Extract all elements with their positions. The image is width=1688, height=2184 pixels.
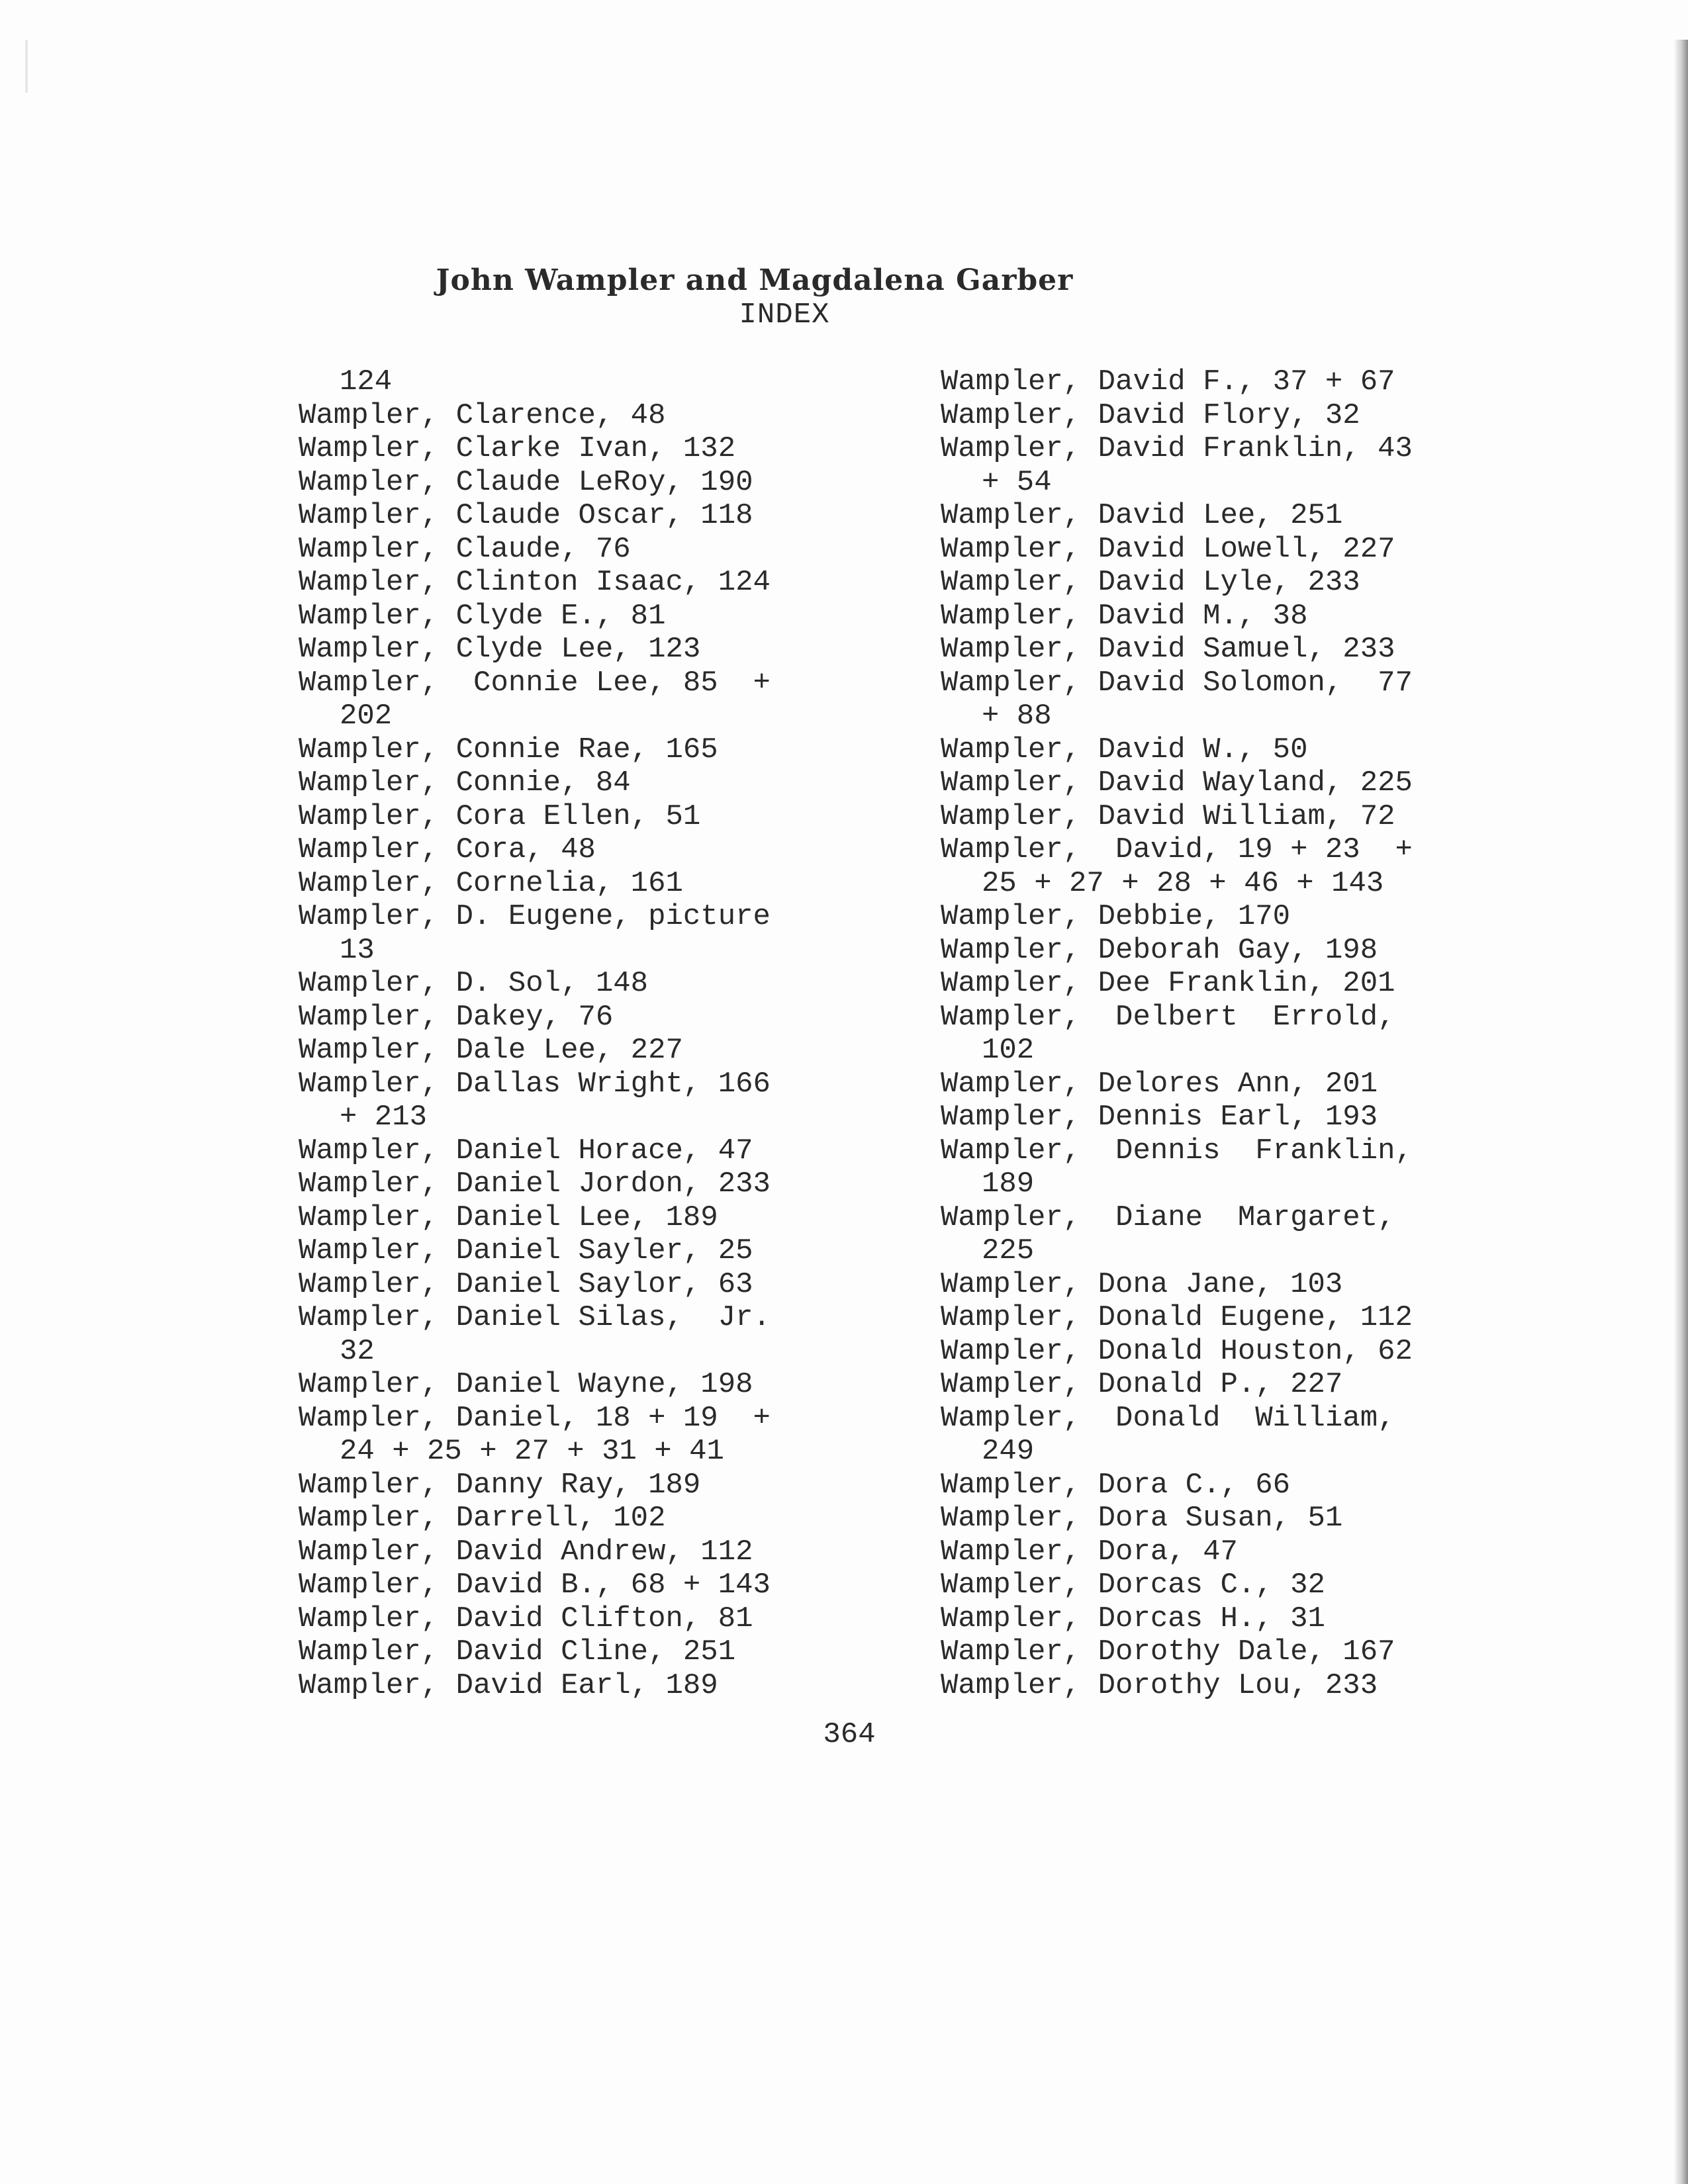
index-entry xyxy=(941,1502,1413,1535)
index-entry xyxy=(941,733,1413,767)
index-entry xyxy=(299,1234,771,1268)
index-entry xyxy=(941,1469,1413,1502)
index-entry xyxy=(941,666,1413,733)
index-entry-text: Wampler, David Clifton, 81 xyxy=(299,1602,753,1635)
index-entry xyxy=(299,1402,771,1469)
index-entry xyxy=(941,1335,1413,1369)
index-entry xyxy=(299,867,771,901)
index-entry xyxy=(299,1201,771,1235)
index-entry xyxy=(941,600,1413,633)
index-entry-text: Wampler, Daniel Saylor, 63 xyxy=(299,1267,753,1301)
index-entry-text: Wampler, Cornelia, 161 xyxy=(299,866,683,900)
index-entry-text: Wampler, David W., 50 xyxy=(941,733,1308,766)
index-entry-text: Wampler, Danny Ray, 189 xyxy=(299,1468,701,1502)
index-entry xyxy=(299,1001,771,1034)
index-entry-text: Wampler, David F., 37 + 67 xyxy=(941,365,1395,398)
index-entry-text: Wampler, David William, 72 xyxy=(941,799,1395,833)
index-entry-text: Wampler, Donald P., 227 xyxy=(941,1368,1343,1401)
index-entry-text: Wampler, Daniel Silas, Jr. xyxy=(299,1301,771,1334)
index-entry xyxy=(299,1602,771,1636)
index-entry-text: Wampler, Clarke Ivan, 132 xyxy=(299,432,736,465)
index-entry xyxy=(299,1569,771,1602)
index-entry-text: Wampler, D. Sol, 148 xyxy=(299,967,649,1000)
index-entry-text: Wampler, David, 19 + 23 + xyxy=(941,833,1413,866)
index-entry-text: Wampler, David Lee, 251 xyxy=(941,499,1343,532)
index-entry xyxy=(299,967,771,1001)
index-entry-text: Wampler, Dorothy Lou, 233 xyxy=(941,1668,1378,1702)
index-entry-text: Wampler, David Samuel, 233 xyxy=(941,633,1395,666)
index-entry xyxy=(299,533,771,567)
index-entry xyxy=(941,1201,1413,1268)
index-entry xyxy=(941,1368,1413,1402)
index-entry-text: Wampler, Claude, 76 xyxy=(299,532,631,566)
index-entry-text: Wampler, Connie Lee, 85 + xyxy=(299,666,771,700)
index-entry xyxy=(299,1469,771,1502)
index-entry xyxy=(941,566,1413,600)
index-entry-text: Wampler, Dennis Earl, 193 xyxy=(941,1101,1378,1134)
index-entry-text: Wampler, David Franklin, 43 xyxy=(941,432,1413,465)
index-entry xyxy=(299,766,771,800)
index-entry-text: Wampler, David Andrew, 112 xyxy=(299,1535,753,1569)
index-entry xyxy=(299,365,771,399)
index-entry-text: Wampler, David Flory, 32 xyxy=(941,398,1360,432)
index-entry xyxy=(299,1535,771,1569)
document-title: John Wampler and Magdalena Garber xyxy=(436,263,1074,297)
index-entry-text: Wampler, Daniel Sayler, 25 xyxy=(299,1234,753,1267)
index-entry-text: Wampler, Delores Ann, 201 xyxy=(941,1067,1378,1101)
index-entry xyxy=(299,1068,771,1134)
index-entry-text: Wampler, Cora, 48 xyxy=(299,833,596,866)
index-entry-text: Wampler, Connie Rae, 165 xyxy=(299,733,718,766)
index-entry-text: Wampler, David Earl, 189 xyxy=(299,1668,718,1702)
document-subtitle: INDEX xyxy=(739,298,830,332)
index-entry-text: Wampler, David Solomon, 77 xyxy=(941,666,1413,700)
index-entry xyxy=(299,1034,771,1068)
index-entry-text: Wampler, Deborah Gay, 198 xyxy=(941,933,1378,967)
index-header xyxy=(0,263,1688,332)
index-entry xyxy=(299,1301,771,1368)
index-entry xyxy=(941,1101,1413,1134)
index-entry-text: Wampler, Daniel Horace, 47 xyxy=(299,1134,753,1167)
index-entry xyxy=(941,1068,1413,1101)
index-entry-continuation: 124 xyxy=(340,365,393,398)
index-entry-text: Wampler, Cora Ellen, 51 xyxy=(299,799,701,833)
index-entry xyxy=(299,633,771,666)
index-entry-text: Wampler, Diane Margaret, xyxy=(941,1201,1395,1234)
index-entry-continuation: 102 xyxy=(982,1034,1035,1067)
index-column-left xyxy=(299,365,771,1702)
index-entry-text: Wampler, Dakey, 76 xyxy=(299,1000,614,1034)
index-entry-continuation: 13 xyxy=(340,933,375,967)
index-entry-text: Wampler, Dallas Wright, 166 xyxy=(299,1067,771,1101)
index-entry-continuation: + 213 xyxy=(340,1101,428,1134)
index-entry-text: Wampler, David Cline, 251 xyxy=(299,1635,736,1668)
index-entry xyxy=(941,1535,1413,1569)
index-entry xyxy=(299,666,771,733)
index-entry-text: Wampler, David B., 68 + 143 xyxy=(299,1569,771,1602)
index-entry xyxy=(941,1001,1413,1068)
index-entry-text: Wampler, Connie, 84 xyxy=(299,766,631,799)
index-entry xyxy=(941,499,1413,533)
index-entry-text: Wampler, Clarence, 48 xyxy=(299,398,666,432)
index-entry-continuation: 249 xyxy=(982,1435,1035,1468)
index-entry-text: Wampler, David Lowell, 227 xyxy=(941,532,1395,566)
index-entry-text: Wampler, Dale Lee, 227 xyxy=(299,1034,683,1067)
index-entry-continuation: 24 + 25 + 27 + 31 + 41 xyxy=(340,1435,724,1468)
index-entry xyxy=(299,1268,771,1302)
index-entry xyxy=(299,900,771,967)
index-entry-text: Wampler, Donald Houston, 62 xyxy=(941,1334,1413,1368)
index-entry-text: Wampler, Claude Oscar, 118 xyxy=(299,499,753,532)
index-entry xyxy=(941,1301,1413,1335)
index-entry xyxy=(299,499,771,533)
page-edge-shadow xyxy=(1673,40,1688,2184)
index-entry xyxy=(941,432,1413,499)
index-entry xyxy=(941,934,1413,968)
index-entry-text: Wampler, Dennis Franklin, xyxy=(941,1134,1413,1167)
index-entry xyxy=(941,1402,1413,1469)
index-entry-text: Wampler, Clyde Lee, 123 xyxy=(299,633,701,666)
index-entry-text: Wampler, Dora, 47 xyxy=(941,1535,1238,1569)
index-entry xyxy=(941,1602,1413,1636)
index-entry-text: Wampler, David M., 38 xyxy=(941,599,1308,633)
index-entry-text: Wampler, Donald William, xyxy=(941,1401,1395,1435)
index-entry xyxy=(941,365,1413,399)
index-entry xyxy=(941,900,1413,934)
index-entry-text: Wampler, David Wayland, 225 xyxy=(941,766,1413,799)
index-entry-text: Wampler, Darrell, 102 xyxy=(299,1502,666,1535)
index-entry xyxy=(941,1669,1413,1703)
index-entry-text: Wampler, Dorothy Dale, 167 xyxy=(941,1635,1395,1668)
index-entry-text: Wampler, Claude LeRoy, 190 xyxy=(299,465,753,499)
index-entry-text: Wampler, Dee Franklin, 201 xyxy=(941,967,1395,1000)
index-entry-continuation: 225 xyxy=(982,1234,1035,1267)
index-entry xyxy=(941,1134,1413,1201)
index-entry-continuation: 32 xyxy=(340,1334,375,1368)
index-entry xyxy=(941,399,1413,433)
index-entry-text: Wampler, David Lyle, 233 xyxy=(941,566,1360,599)
index-entry xyxy=(299,1669,771,1703)
index-entry-continuation: 189 xyxy=(982,1167,1035,1201)
index-entry xyxy=(941,833,1413,900)
index-entry-text: Wampler, Dona Jane, 103 xyxy=(941,1267,1343,1301)
index-entry-continuation: + 54 xyxy=(982,465,1052,499)
index-entry xyxy=(941,1569,1413,1602)
index-entry-text: Wampler, Clinton Isaac, 124 xyxy=(299,566,771,599)
index-entry-text: Wampler, D. Eugene, picture xyxy=(299,900,771,933)
index-entry xyxy=(299,399,771,433)
index-entry-text: Wampler, Delbert Errold, xyxy=(941,1000,1395,1034)
index-entry xyxy=(299,800,771,834)
index-entry-text: Wampler, Dora Susan, 51 xyxy=(941,1502,1343,1535)
index-entry xyxy=(941,533,1413,567)
index-entry xyxy=(941,967,1413,1001)
index-entry xyxy=(299,466,771,500)
index-entry xyxy=(299,1635,771,1669)
index-entry-continuation: + 88 xyxy=(982,700,1052,733)
index-entry xyxy=(941,800,1413,834)
index-entry xyxy=(299,1502,771,1535)
index-entry-text: Wampler, Daniel Wayne, 198 xyxy=(299,1368,753,1401)
index-entry xyxy=(941,633,1413,666)
index-entry-text: Wampler, Dorcas H., 31 xyxy=(941,1602,1325,1635)
index-entry xyxy=(941,766,1413,800)
index-entry-text: Wampler, Dorcas C., 32 xyxy=(941,1569,1325,1602)
index-entry xyxy=(299,566,771,600)
index-entry xyxy=(299,600,771,633)
index-entry-text: Wampler, Daniel, 18 + 19 + xyxy=(299,1401,771,1435)
index-entry-continuation: 202 xyxy=(340,700,393,733)
page-edge-mark xyxy=(25,40,28,93)
index-entry xyxy=(941,1268,1413,1302)
index-entry xyxy=(299,432,771,466)
index-entry xyxy=(299,833,771,867)
index-entry-text: Wampler, Daniel Lee, 189 xyxy=(299,1201,718,1234)
index-entry xyxy=(299,1167,771,1201)
index-entry-text: Wampler, Donald Eugene, 112 xyxy=(941,1301,1413,1334)
index-entry-text: Wampler, Dora C., 66 xyxy=(941,1468,1291,1502)
index-entry xyxy=(299,1368,771,1402)
index-entry-continuation: 25 + 27 + 28 + 46 + 143 xyxy=(982,866,1384,900)
index-entry xyxy=(941,1635,1413,1669)
index-entry xyxy=(299,733,771,767)
index-column-right xyxy=(941,365,1413,1702)
page-number: 364 xyxy=(823,1718,876,1751)
index-entry xyxy=(299,1134,771,1168)
index-entry-text: Wampler, Daniel Jordon, 233 xyxy=(299,1167,771,1201)
index-entry-text: Wampler, Debbie, 170 xyxy=(941,900,1291,933)
index-entry-text: Wampler, Clyde E., 81 xyxy=(299,599,666,633)
